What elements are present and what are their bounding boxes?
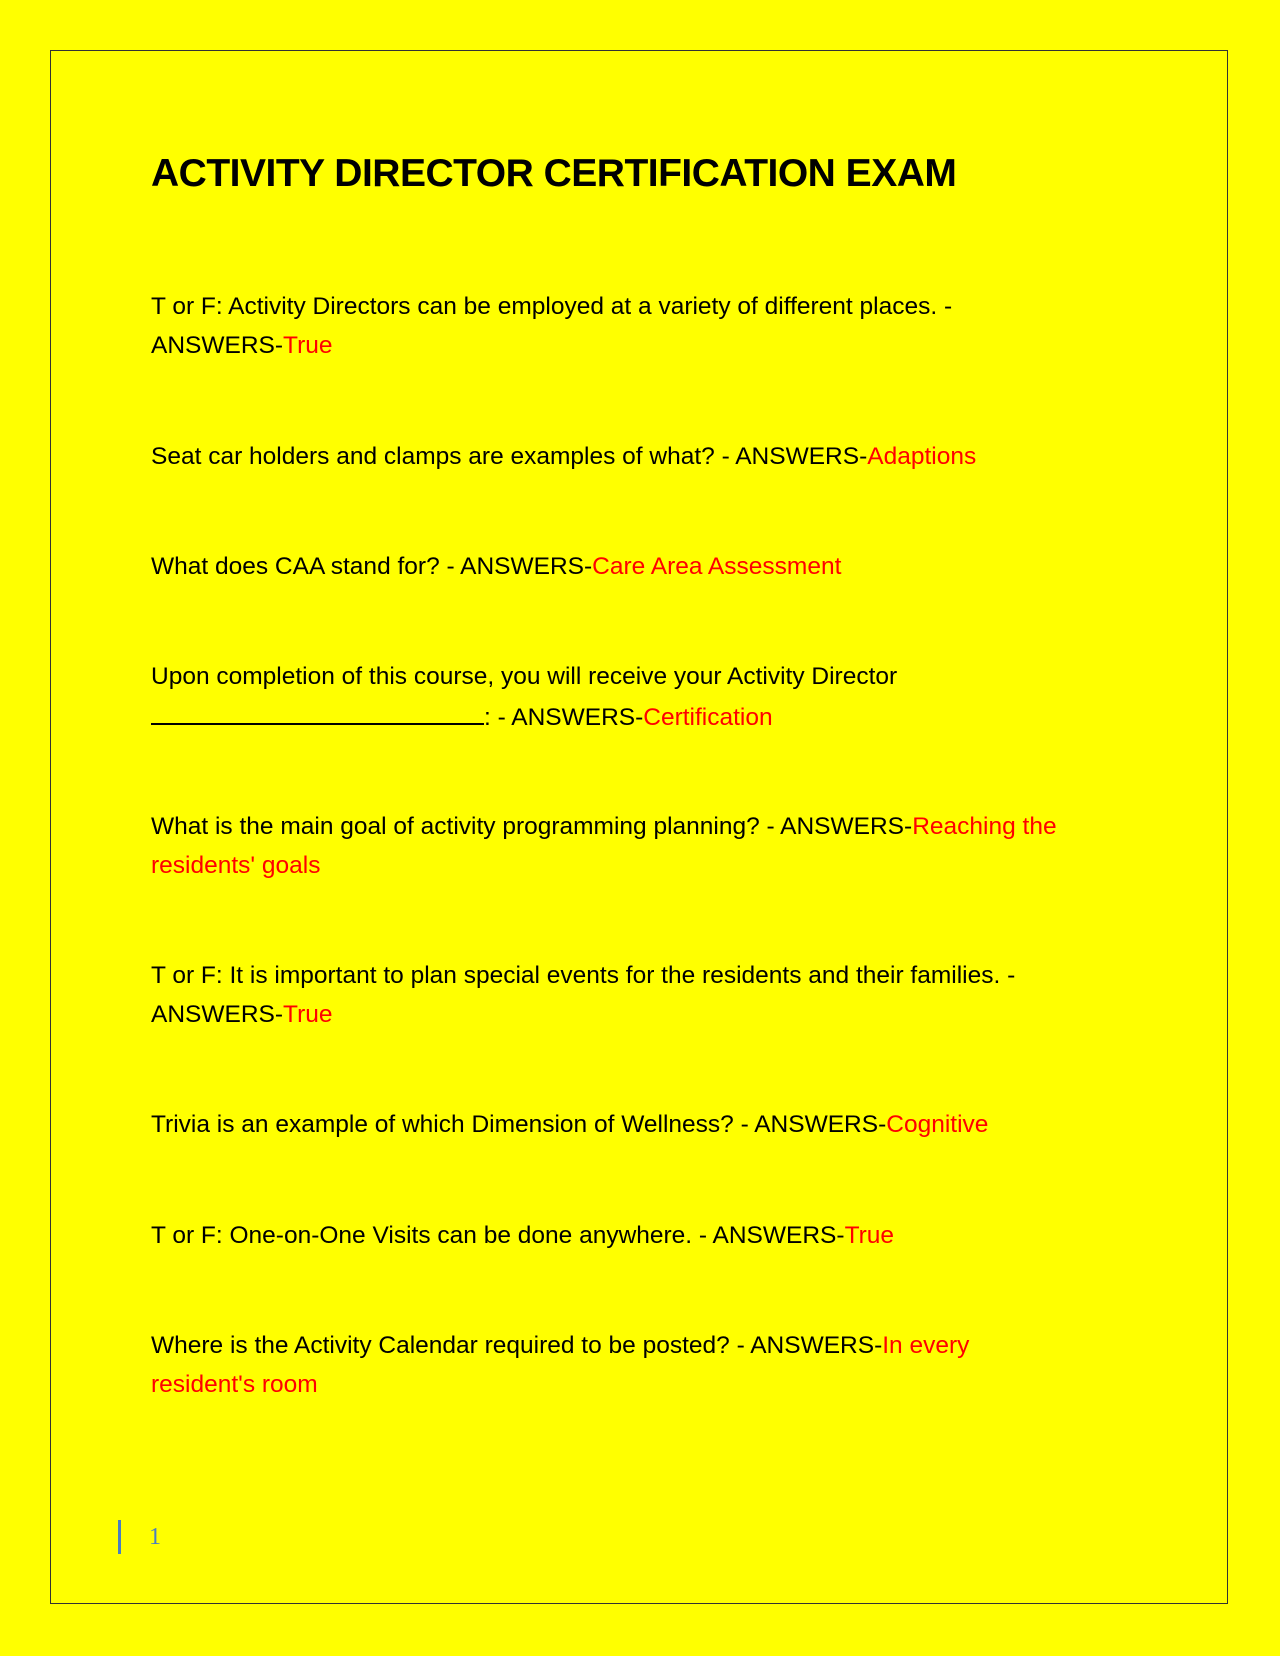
answer-text: Adaptions xyxy=(867,443,977,470)
question-text-cont: ANSWERS- xyxy=(151,1000,284,1028)
answer-text: True xyxy=(283,331,333,359)
qa-item-9 xyxy=(151,1327,1131,1404)
qa-item-1 xyxy=(151,288,1131,365)
qa-item-5 xyxy=(151,808,1131,885)
page-number-bar xyxy=(118,1520,121,1554)
answer-text: Cognitive xyxy=(886,1111,989,1138)
question-text: T or F: Activity Directors can be employed at a variety of different places. - xyxy=(151,293,953,320)
answer-text: True xyxy=(844,1222,895,1249)
answer-text-cont: residents' goals xyxy=(151,851,321,879)
qa-item-6 xyxy=(151,957,1131,1034)
qa-item-8 xyxy=(151,1217,1131,1256)
question-text: Trivia is an example of which Dimension of Wellness? - ANSWERS- xyxy=(151,1111,887,1138)
page-number-text: 1 xyxy=(149,1523,161,1550)
answer-text: In every xyxy=(882,1332,970,1359)
question-text: Where is the Activity Calendar required to be posted? - ANSWERS- xyxy=(151,1332,883,1359)
question-text: Upon completion of this course, you will receive your Activity Director xyxy=(151,663,898,690)
answer-text: Reaching the xyxy=(912,813,1057,840)
qa-item-4 xyxy=(151,658,1131,737)
question-text: T or F: One-on-One Visits can be done anywhere. - ANSWERS- xyxy=(151,1222,845,1249)
question-text: What does CAA stand for? - ANSWERS- xyxy=(151,553,593,580)
question-text: T or F: It is important to plan special events for the residents and their families. - xyxy=(151,962,1016,989)
page-number xyxy=(118,1520,161,1554)
answer-text: Care Area Assessment xyxy=(592,553,842,580)
question-text: What is the main goal of activity programming planning? - ANSWERS- xyxy=(151,813,913,840)
qa-item-2 xyxy=(151,438,1131,477)
question-text-cont: ANSWERS- xyxy=(151,331,284,359)
answer-text: True xyxy=(283,1000,333,1028)
fill-in-blank-line xyxy=(151,697,484,725)
page-title: ACTIVITY DIRECTOR CERTIFICATION EXAM xyxy=(151,152,957,195)
question-text-cont: : - ANSWERS- xyxy=(484,703,644,731)
answer-text-cont: resident's room xyxy=(151,1370,318,1398)
question-text: Seat car holders and clamps are examples of what? - ANSWERS- xyxy=(151,443,868,470)
answer-text: Certification xyxy=(643,703,773,731)
qa-item-7 xyxy=(151,1106,1131,1145)
qa-item-3 xyxy=(151,548,1131,587)
